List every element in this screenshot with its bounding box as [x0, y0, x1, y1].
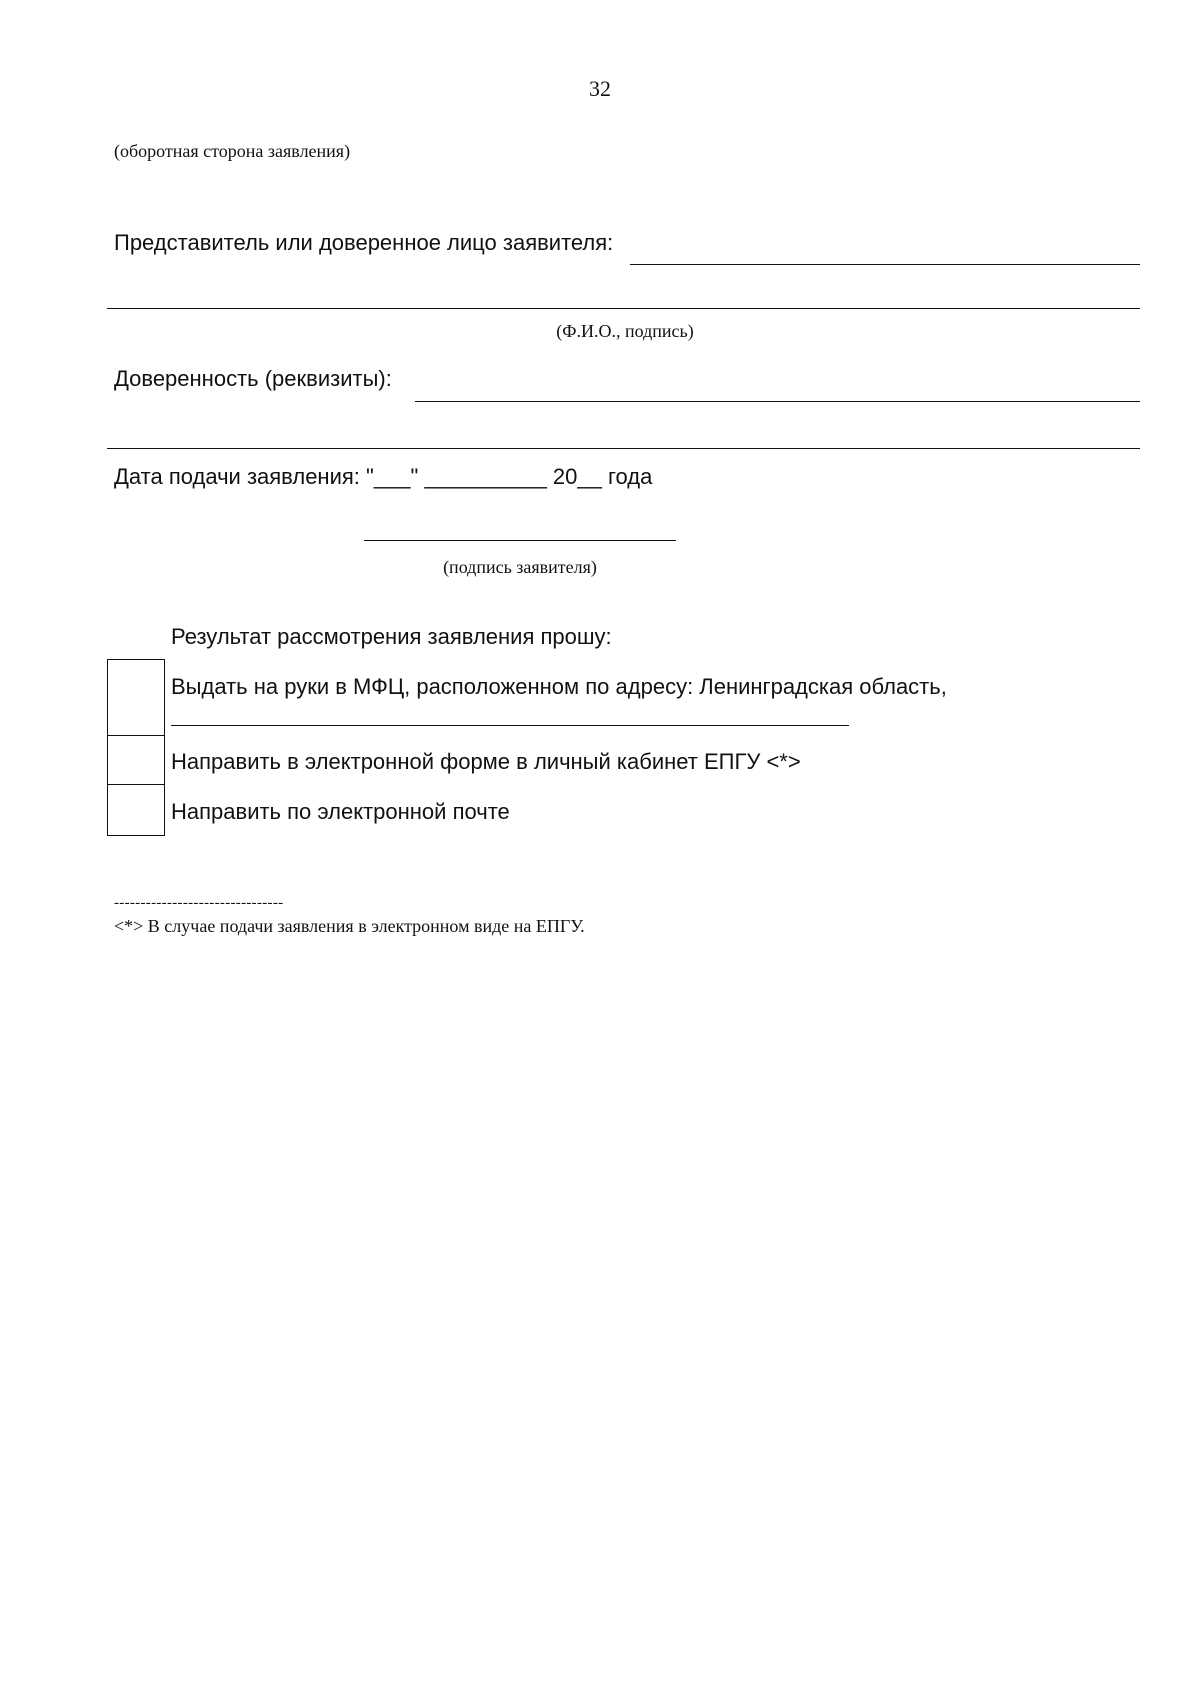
option-email-label: Направить по электронной почте — [171, 799, 510, 824]
representative-label: Представитель или доверенное лицо заявителя: — [114, 230, 614, 255]
result-heading: Результат рассмотрения заявления прошу: — [171, 624, 612, 649]
representative-caption: (Ф.И.О., подпись) — [556, 321, 694, 341]
representative-continuation-line[interactable] — [107, 308, 1140, 309]
applicant-signature-caption: (подпись заявителя) — [443, 557, 597, 577]
power-of-attorney-label: Доверенность (реквизиты): — [114, 366, 392, 391]
option-email-checkbox[interactable] — [107, 784, 165, 836]
representative-fill-line[interactable] — [630, 264, 1140, 265]
footnote-separator: -------------------------------- — [114, 895, 284, 911]
power-of-attorney-fill-line[interactable] — [415, 401, 1140, 402]
applicant-signature-line[interactable] — [364, 540, 676, 541]
footnote-text: <*> В случае подачи заявления в электронном виде на ЕПГУ. — [114, 916, 585, 936]
filing-date-label: Дата подачи заявления: "___" __________ 20__ года — [114, 464, 653, 489]
page-subtitle: (оборотная сторона заявления) — [114, 141, 351, 161]
option-epgu-label: Направить в электронной форме в личный кабинет ЕПГУ <*> — [171, 749, 801, 774]
option-epgu-checkbox[interactable] — [107, 735, 165, 785]
option-mfc-address-line[interactable] — [171, 725, 849, 726]
page-number: 32 — [589, 76, 611, 101]
option-mfc-checkbox[interactable] — [107, 659, 165, 736]
option-mfc-label: Выдать на руки в МФЦ, расположенном по адресу: Ленинградская область, — [171, 674, 947, 699]
power-of-attorney-continuation-line[interactable] — [107, 448, 1140, 449]
